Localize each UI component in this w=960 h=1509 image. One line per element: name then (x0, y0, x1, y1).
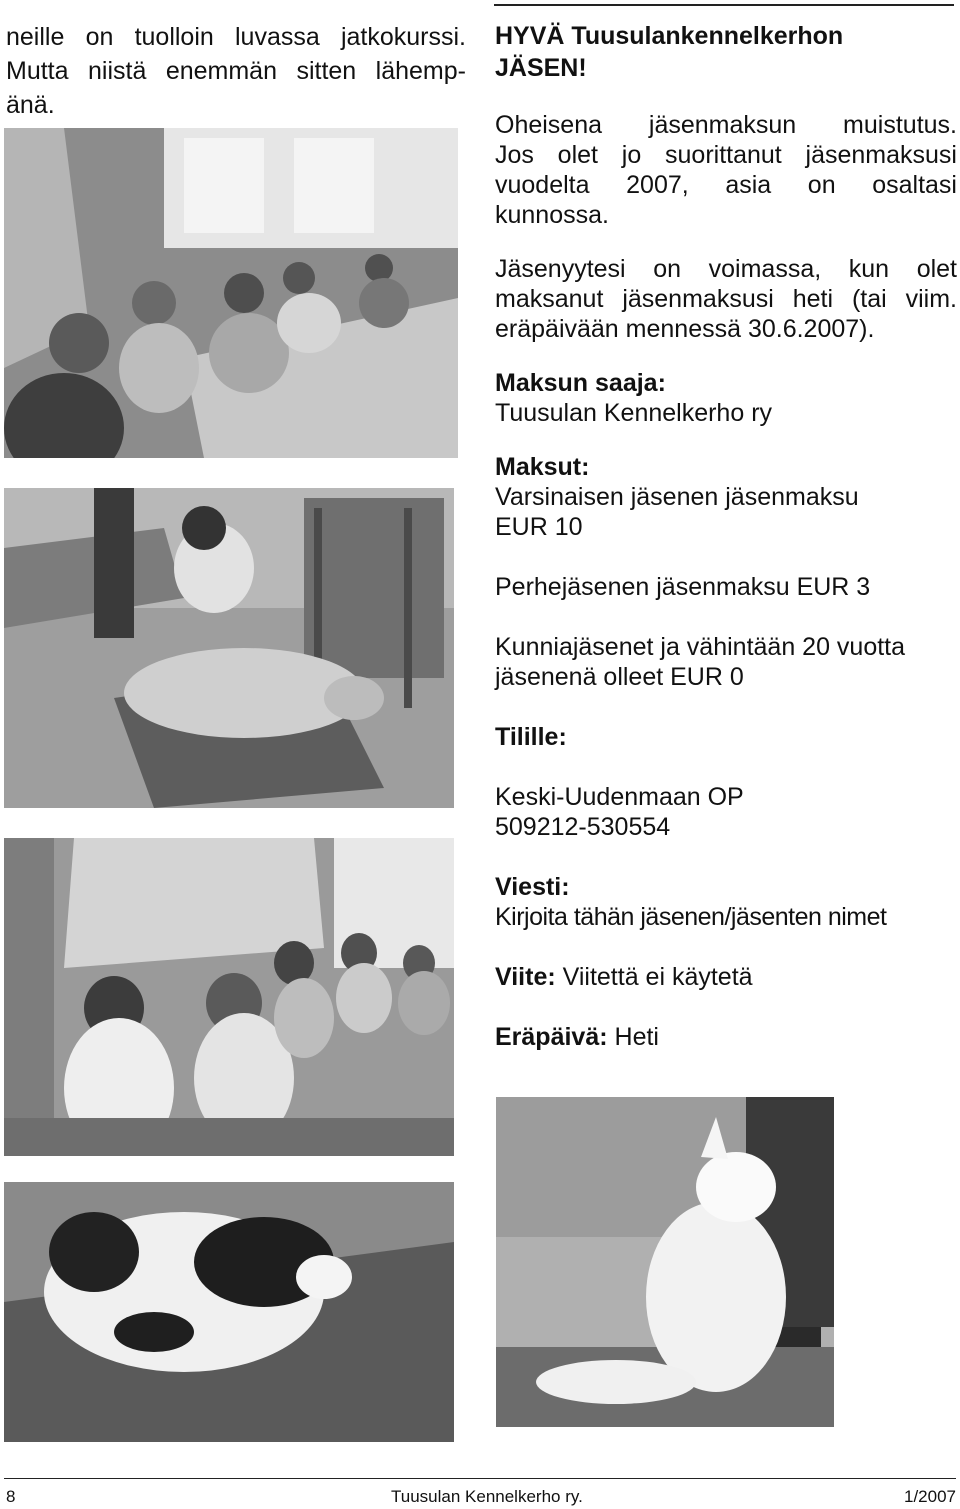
validity-line: maksanut jäsenmaksusi heti (tai viim. (495, 285, 957, 313)
fee-regular-amount: EUR 10 (495, 513, 583, 541)
fees-block (495, 452, 957, 542)
message-value: Kirjoita tähän jäsenen/jäsenten nimet (495, 903, 887, 931)
notice-heading-line: HYVÄ Tuusulankennelkerhon (495, 22, 844, 50)
photo-classroom (4, 128, 458, 458)
account-number: 509212-530554 (495, 813, 671, 841)
intro-line: Mutta niistä enemmän sitten lähemp- (6, 57, 466, 85)
due-label: Eräpäivä: (495, 1023, 608, 1051)
reminder-line: vuodelta 2007, asia on osaltasi (495, 171, 957, 199)
account-label: Tilille: (495, 723, 567, 751)
top-rule (494, 4, 954, 6)
notice-heading (495, 20, 957, 84)
reminder-line: Jos olet jo suorittanut jäsenmaksusi (495, 141, 957, 169)
validity-line: eräpäivään mennessä 30.6.2007). (495, 315, 875, 343)
notice-heading-line: JÄSEN! (495, 54, 587, 82)
photo-audience (4, 838, 454, 1156)
payee-block (495, 368, 957, 428)
intro-line: änä. (6, 91, 55, 119)
fee-honorary-line: Kunniajäsenet ja vähintään 20 vuotta (495, 633, 906, 661)
validity-paragraph (495, 254, 957, 344)
payee-label: Maksun saaja: (495, 369, 666, 397)
message-label: Viesti: (495, 873, 570, 901)
fees-label: Maksut: (495, 453, 590, 481)
due-date-line (495, 1022, 957, 1052)
page-number: 8 (6, 1487, 16, 1506)
reference-line (495, 962, 957, 992)
intro-text (6, 20, 466, 122)
fee-honorary-block (495, 632, 957, 692)
fee-honorary-amount: jäsenenä olleet EUR 0 (495, 663, 744, 691)
reminder-paragraph (495, 110, 957, 230)
photo-black-white-dog (4, 1182, 454, 1442)
reminder-line: kunnossa. (495, 201, 609, 229)
account-block (495, 782, 957, 842)
intro-line: neille on tuolloin luvassa jatkokurssi. (6, 23, 466, 51)
fee-regular-line: Varsinaisen jäsenen jäsenmaksu (495, 483, 859, 511)
message-block (495, 872, 957, 932)
reminder-line: Oheisena jäsenmaksun muistutus. (495, 111, 957, 139)
photo-white-dog (496, 1097, 834, 1427)
footer-issue: 1/2007 (904, 1487, 956, 1506)
payee-value: Tuusulan Kennelkerho ry (495, 399, 773, 427)
fee-family: Perhejäsenen jäsenmaksu EUR 3 (495, 573, 871, 601)
reference-label: Viite: (495, 963, 556, 991)
photo-dog-on-rug (4, 488, 454, 808)
validity-line: Jäsenyytesi on voimassa, kun olet (495, 255, 957, 283)
account-bank: Keski-Uudenmaan OP (495, 783, 744, 811)
due-value: Heti (614, 1023, 659, 1051)
footer-org-name: Tuusulan Kennelkerho ry. (391, 1487, 583, 1506)
membership-notice (495, 20, 957, 1052)
reference-value: Viitettä ei käytetä (562, 963, 753, 991)
footer-rule (4, 1478, 956, 1479)
